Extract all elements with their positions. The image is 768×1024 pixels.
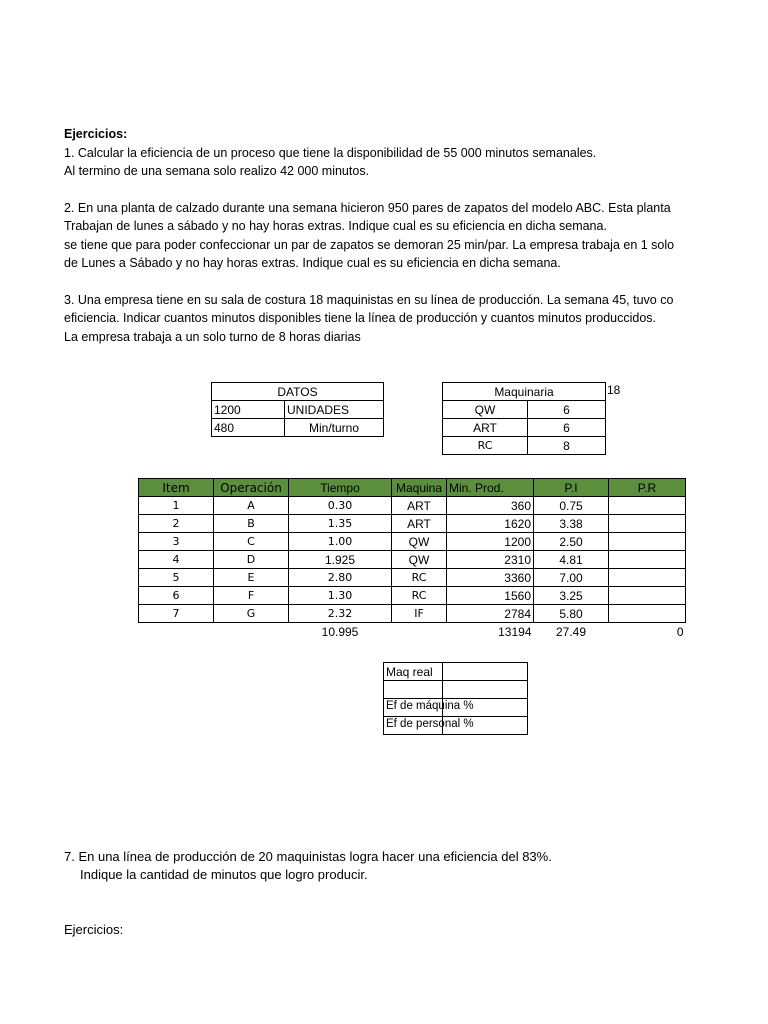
exercise-2-line-3: se tiene que para poder confeccionar un par de zapatos se demoran 25 min/par. La empresa trabaja en 1 solo — [64, 238, 675, 252]
cell-maquina: QW — [392, 533, 447, 551]
total-tiempo: 10.995 — [321, 624, 359, 639]
exercise-1-line-2: Al termino de una semana solo realizo 42 000 minutos. — [64, 164, 370, 178]
cell-tiempo: 2.80 — [289, 569, 392, 587]
cell-pr — [609, 551, 686, 569]
maquinaria-title: Maquinaria — [443, 383, 606, 401]
cell-operacion: B — [214, 515, 289, 533]
cell-maquina: QW — [392, 551, 447, 569]
blank-cell[interactable] — [443, 681, 528, 699]
cell-maquina: ART — [392, 497, 447, 515]
cell-tiempo: 2.32 — [289, 605, 392, 623]
cell-pr — [609, 569, 686, 587]
cell-operacion: G — [214, 605, 289, 623]
header-tiempo: Tiempo — [289, 479, 392, 497]
ef-personal-row — [384, 717, 528, 735]
exercise-1-line-1: 1. Calcular la eficiencia de un proceso que tiene la disponibilidad de 55 000 minutos semanales. — [64, 146, 597, 160]
exercises-heading: Ejercicios: — [64, 127, 128, 141]
table-row — [139, 569, 686, 587]
cell-pr — [609, 605, 686, 623]
operations-table — [138, 478, 686, 640]
cell-item: 5 — [139, 569, 214, 587]
maq-real-label: Maq real — [384, 663, 443, 681]
header-operacion: Operación — [214, 479, 289, 497]
exercise-3-line-1: 3. Una empresa tiene en su sala de costura 18 maquinistas en su línea de producción. La semana 45, tuvo co — [64, 293, 674, 307]
header-maquina: Maquina — [392, 479, 447, 497]
exercise-7-line-2: Indique la cantidad de minutos que logro producir. — [80, 867, 368, 882]
cell-pi: 3.25 — [534, 587, 609, 605]
table-row — [139, 605, 686, 623]
ef-maquina-row — [384, 699, 528, 717]
table-row — [139, 587, 686, 605]
maquinaria-count: 8 — [528, 437, 606, 455]
cell-operacion: A — [214, 497, 289, 515]
maquinaria-count: 6 — [528, 401, 606, 419]
maquinaria-name: RC — [443, 437, 528, 455]
efficiency-box — [383, 662, 528, 735]
cell-min-prod: 360 — [447, 497, 534, 515]
cell-item: 6 — [139, 587, 214, 605]
header-pi: P.I — [534, 479, 609, 497]
exercise-2-line-2: Trabajan de lunes a sábado y no hay horas extras. Indique cual es su eficiencia en dicha semana. — [64, 219, 607, 233]
total-min-prod: 13194 — [498, 624, 532, 639]
cell-pi: 7.00 — [534, 569, 609, 587]
total-pr: 0 — [676, 624, 684, 639]
cell-maquina: RC — [392, 587, 447, 605]
cell-min-prod: 3360 — [447, 569, 534, 587]
maquinaria-table — [442, 382, 606, 455]
cell-pi: 3.38 — [534, 515, 609, 533]
cell-operacion: C — [214, 533, 289, 551]
cell-min-prod: 2310 — [447, 551, 534, 569]
cell-maquina: ART — [392, 515, 447, 533]
cell-item: 1 — [139, 497, 214, 515]
cell-operacion: F — [214, 587, 289, 605]
cell-maquina: IF — [392, 605, 447, 623]
datos-minutes-label: Min/turno — [285, 419, 384, 437]
cell-pr — [609, 515, 686, 533]
datos-units-value: 1200 — [212, 401, 285, 419]
table-row — [139, 533, 686, 551]
header-item: Item — [139, 479, 214, 497]
cell-tiempo: 1.00 — [289, 533, 392, 551]
maq-real-value[interactable] — [443, 663, 528, 681]
cell-min-prod: 1560 — [447, 587, 534, 605]
cell-item: 4 — [139, 551, 214, 569]
datos-title: DATOS — [212, 383, 384, 401]
cell-tiempo: 0.30 — [289, 497, 392, 515]
totals-row — [139, 623, 686, 641]
table-row — [139, 551, 686, 569]
cell-pr — [609, 497, 686, 515]
datos-table — [211, 382, 384, 437]
exercise-3-line-2: eficiencia. Indicar cuantos minutos disponibles tiene la línea de producción y cuantos minutos produccidos. — [64, 311, 657, 325]
exercise-2-line-4: de Lunes a Sábado y no hay horas extras. Indique cual es su eficiencia en dicha semana. — [64, 256, 561, 270]
total-pi: 27.49 — [555, 624, 587, 639]
ef-maquina-label: Ef de máquina % — [386, 700, 474, 712]
cell-pi: 0.75 — [534, 497, 609, 515]
datos-minutes-value: 480 — [212, 419, 285, 437]
exercise-7-line-1: 7. En una línea de producción de 20 maquinistas logra hacer una eficiencia del 83%. — [64, 849, 552, 864]
cell-tiempo: 1.35 — [289, 515, 392, 533]
header-min-prod: Min. Prod. — [447, 479, 534, 497]
maquinaria-name: ART — [443, 419, 528, 437]
cell-pi: 5.80 — [534, 605, 609, 623]
maquinaria-total: 18 — [607, 383, 621, 397]
cell-min-prod: 1620 — [447, 515, 534, 533]
cell-min-prod: 2784 — [447, 605, 534, 623]
table-header-row — [139, 479, 686, 497]
blank-cell[interactable] — [384, 681, 443, 699]
datos-units-label: UNIDADES — [285, 401, 384, 419]
cell-tiempo: 1.30 — [289, 587, 392, 605]
footer-heading: Ejercicios: — [64, 922, 124, 937]
header-pr: P.R — [609, 479, 686, 497]
ef-personal-label: Ef de personal % — [386, 718, 474, 730]
exercise-2-line-1: 2. En una planta de calzado durante una semana hicieron 950 pares de zapatos del modelo ABC. Esta planta — [64, 201, 671, 215]
cell-operacion: E — [214, 569, 289, 587]
cell-pi: 2.50 — [534, 533, 609, 551]
maquinaria-count: 6 — [528, 419, 606, 437]
cell-item: 3 — [139, 533, 214, 551]
cell-pr — [609, 533, 686, 551]
cell-pi: 4.81 — [534, 551, 609, 569]
maquinaria-name: QW — [443, 401, 528, 419]
cell-maquina: RC — [392, 569, 447, 587]
cell-operacion: D — [214, 551, 289, 569]
table-row — [139, 515, 686, 533]
exercise-3-line-3: La empresa trabaja a un solo turno de 8 horas diarias — [64, 330, 361, 344]
cell-min-prod: 1200 — [447, 533, 534, 551]
table-row — [139, 497, 686, 515]
cell-tiempo: 1.925 — [289, 551, 392, 569]
cell-pr — [609, 587, 686, 605]
cell-item: 7 — [139, 605, 214, 623]
cell-item: 2 — [139, 515, 214, 533]
